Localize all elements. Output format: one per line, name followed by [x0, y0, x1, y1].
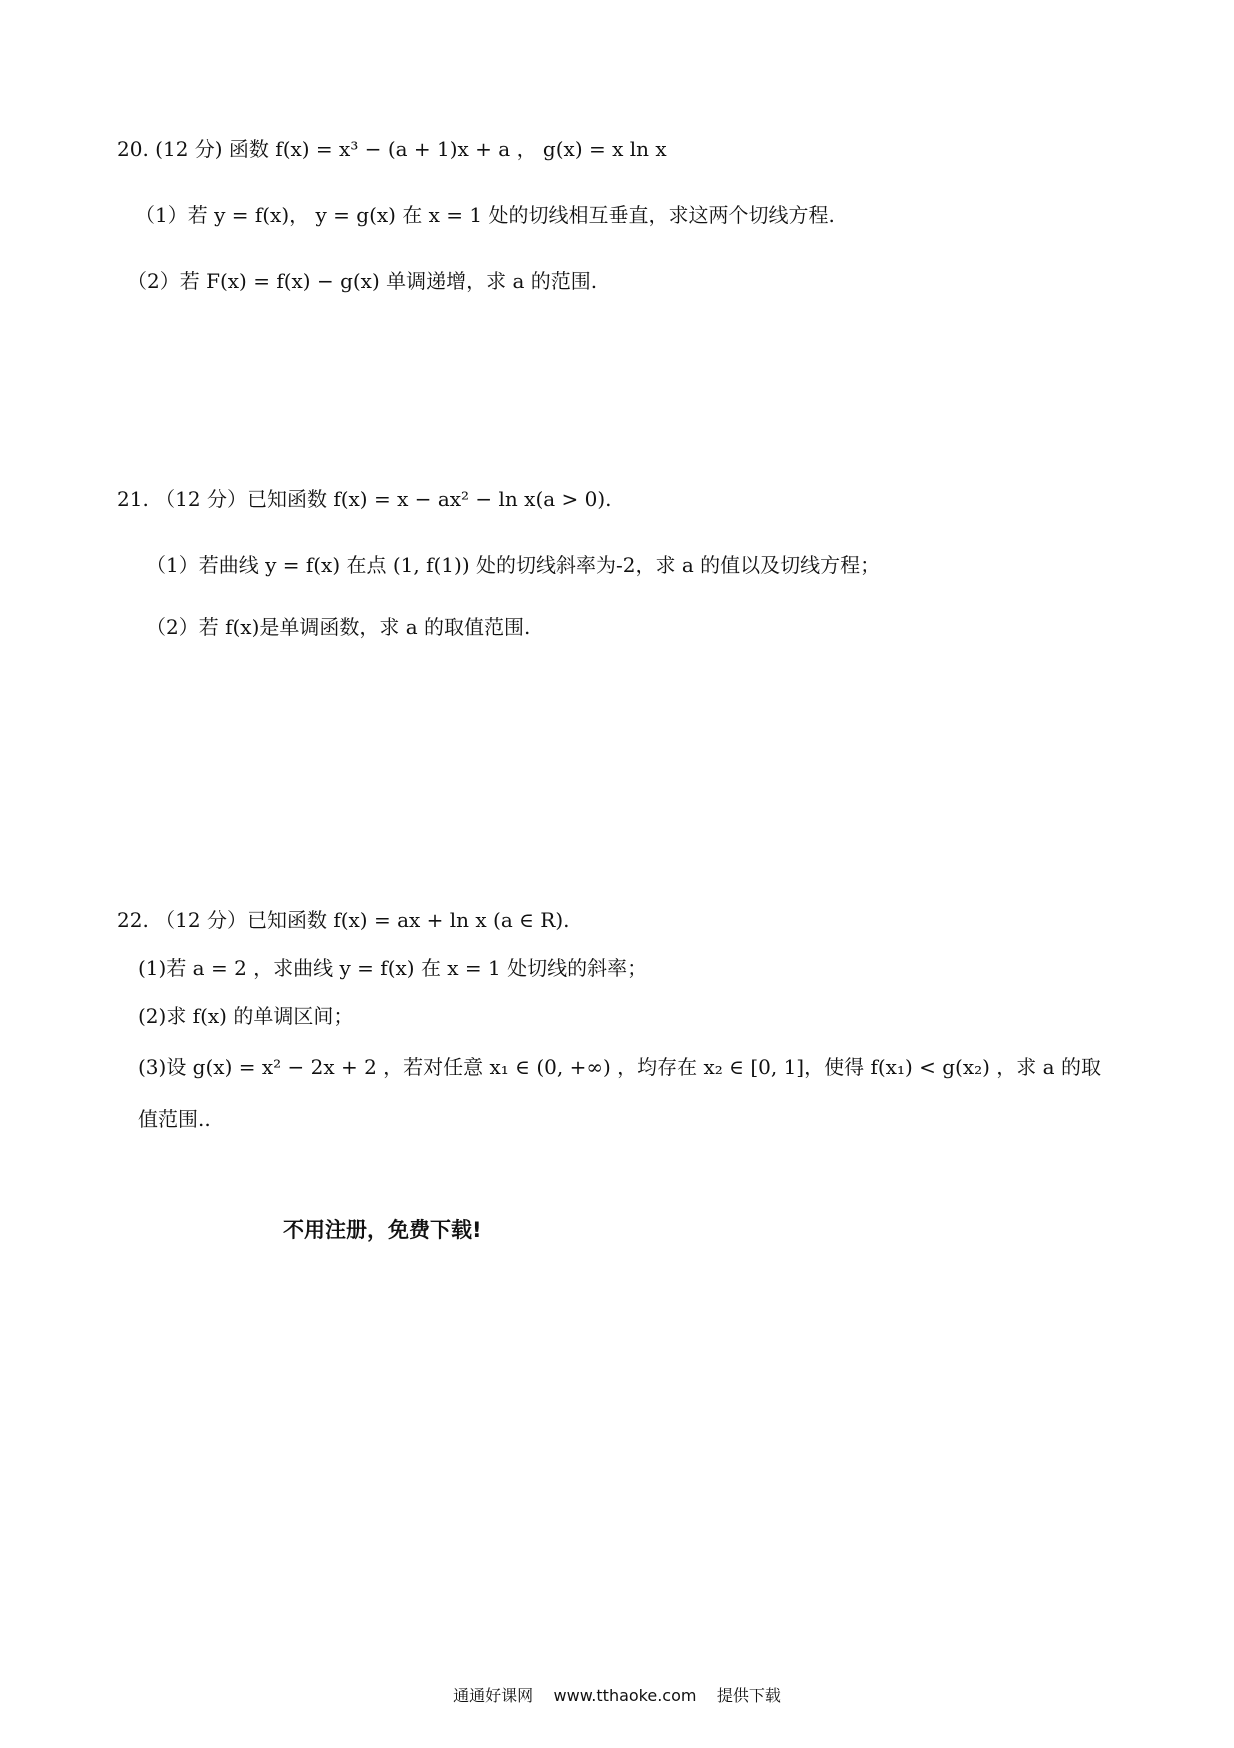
q21-stem: 21. （12 分）已知函数 f(x) = x − ax² − ln x(a > 0). — [117, 487, 612, 511]
q20-stem: 20. (12 分) 函数 f(x) = x³ − (a + 1)x + a ， g(x) = x ln x — [117, 137, 667, 161]
q21-part2: （2）若 f(x)是单调函数，求 a 的取值范围. — [146, 615, 531, 639]
q22-part1: (1)若 a = 2 ，求曲线 y = f(x) 在 x = 1 处切线的斜率； — [138, 956, 648, 980]
download-promo-text: 不用注册，免费下载! — [283, 1218, 482, 1242]
q22-part2: (2)求 f(x) 的单调区间； — [138, 1004, 354, 1028]
q20-part1: （1）若 y = f(x)， y = g(x) 在 x = 1 处的切线相互垂直，求这两个切线方程. — [135, 203, 835, 227]
q22-part3-continued: 值范围.. — [138, 1107, 211, 1131]
q21-part1: （1）若曲线 y = f(x) 在点 (1, f(1)) 处的切线斜率为-2，求 a 的值以及切线方程； — [146, 553, 881, 577]
q22-part3: (3)设 g(x) = x² − 2x + 2 ，若对任意 x₁ ∈ (0, +∞) ，均存在 x₂ ∈ [0, 1]，使得 f(x₁) < g(x₂) ，求 a 的取 — [138, 1055, 1101, 1079]
q20-part2: （2）若 F(x) = f(x) − g(x) 单调递增，求 a 的范围. — [127, 269, 598, 293]
footer-url-link[interactable]: www.tthaoke.com — [553, 1686, 697, 1705]
footer-site-name: 通通好课网 — [453, 1686, 534, 1705]
q22-stem: 22. （12 分）已知函数 f(x) = ax + ln x (a ∈ R). — [117, 908, 570, 932]
page-footer — [0, 1683, 1234, 1706]
footer-suffix: 提供下载 — [716, 1686, 781, 1705]
